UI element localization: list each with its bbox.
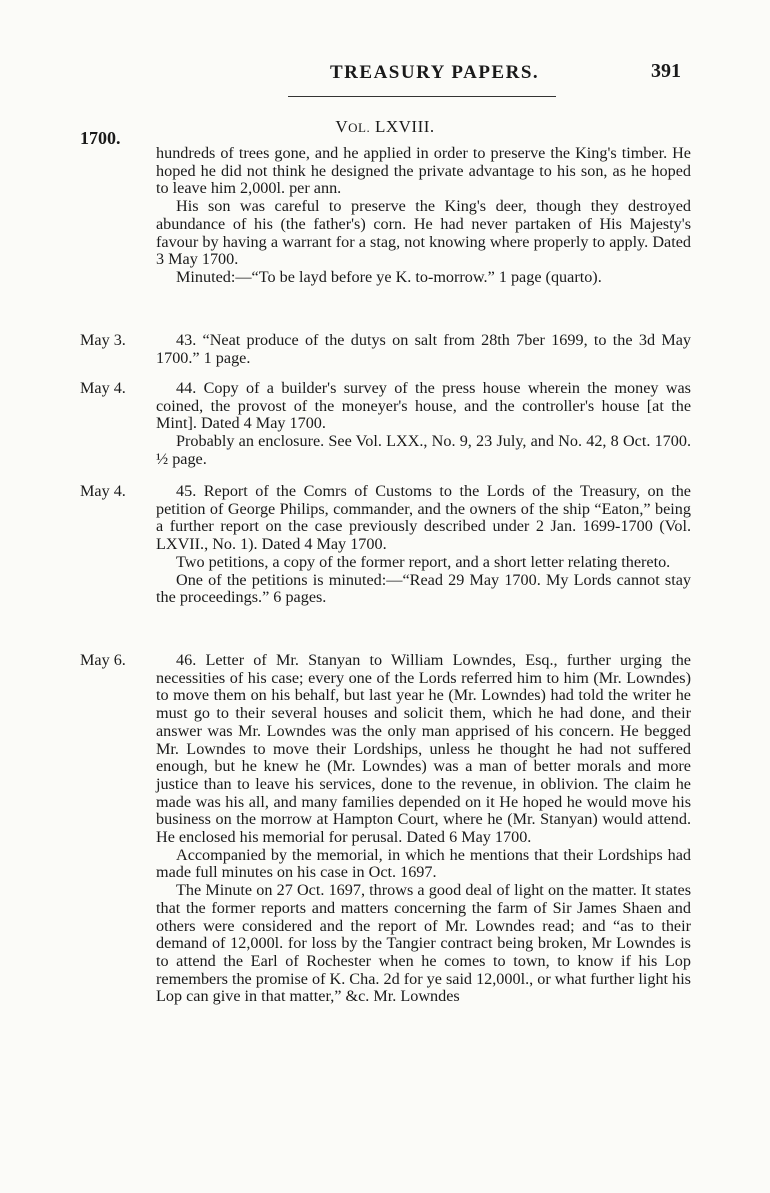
- entry-date: May 4.: [80, 379, 126, 397]
- entry-44: [156, 380, 691, 469]
- running-title: TREASURY PAPERS.: [330, 62, 540, 83]
- margin-year: 1700.: [80, 128, 121, 148]
- paragraph: Minuted:—“To be layd before ye K. to-morrow.” 1 page (quarto).: [176, 267, 602, 286]
- page-number: 391: [651, 60, 681, 82]
- header-rule: [288, 96, 556, 97]
- entry-46: [156, 652, 691, 1006]
- paragraph: Accompanied by the memorial, in which he mentions that their Lordships had made full minutes on his case in Oct. 1697.: [156, 845, 691, 882]
- paragraph: 44. Copy of a builder's survey of the press house wherein the money was coined, the provost of the moneyer's house, and the controller's house [at the Mint]. Dated 4 May 1700.: [156, 379, 691, 433]
- entry-date: May 4.: [80, 482, 126, 500]
- paragraph: 43. “Neat produce of the dutys on salt from 28th 7ber 1699, to the 3d May 1700.” 1 page.: [156, 331, 691, 367]
- entry-43: [156, 332, 691, 367]
- paragraph: One of the petitions is minuted:—“Read 29 May 1700. My Lords cannot stay the proceedings.” 6 pages.: [156, 570, 691, 607]
- entry-date: May 3.: [80, 331, 126, 349]
- paragraph: 46. Letter of Mr. Stanyan to William Lowndes, Esq., further urging the necessities of his case; every one of the Lords referred him to him (Mr. Lowndes) to move them on his behalf, but last year he (Mr. Lowndes) had told the writer he must go to their several houses and solicit them, which he had done, and their answer was Mr. Lowndes was the only man apprised of his concern. He begged Mr. Lowndes to move their Lordships, unless he thought he had not suffered enough, but he knew he (Mr. Lowndes) was a man of better morals and more justice than to leave his services, done to the revenue, in oblivion. The claim he made was his all, and many families depended on it He hoped he would move his business on the morrow at Hampton Court, where he (Mr. Stanyan) would attend. He enclosed his memorial for perusal. Dated 6 May 1700.: [156, 651, 691, 847]
- paragraph: hundreds of trees gone, and he applied in order to preserve the King's timber. He hoped he did not think he designed the private advantage to his son, as he hoped to leave him 2,000l. per ann.: [156, 144, 691, 198]
- paragraph: His son was careful to preserve the King's deer, though they destroyed abundance of his (the father's) corn. He had never partaken of His Majesty's favour by having a warrant for a stag, not knowing where properly to apply. Dated 3 May 1700.: [156, 197, 691, 269]
- volume-heading: VOL. LXVIII.: [335, 117, 435, 136]
- paragraph: Two petitions, a copy of the former report, and a short letter relating thereto.: [176, 552, 671, 571]
- entry-date: May 6.: [80, 651, 126, 669]
- paragraph: Probably an enclosure. See Vol. LXX., No. 9, 23 July, and No. 42, 8 Oct. 1700. ½ page.: [156, 432, 691, 468]
- entry-continuation: [156, 145, 691, 287]
- entry-45: [156, 483, 691, 607]
- paragraph: 45. Report of the Comrs of Customs to the Lords of the Treasury, on the petition of George Philips, commander, and the owners of the ship “Eaton,” being a further report on the case previously described under 2 Jan. 1699-1700 (Vol. LXVII., No. 1). Dated 4 May 1700.: [156, 482, 691, 554]
- paragraph: The Minute on 27 Oct. 1697, throws a good deal of light on the matter. It states that the former reports and matters concerning the farm of Sir James Shaen and others were considered and the report of Mr. Lowndes read; and “as to their demand of 12,000l. for loss by the Tangier contract being broken, Mr Lowndes is to attend the Earl of Rochester when he comes to town, to know if his Lop remembers the promise of K. Cha. 2d for ye said 12,000l., or what further light his Lop can give in that matter,” &c. Mr. Lowndes: [156, 881, 691, 1006]
